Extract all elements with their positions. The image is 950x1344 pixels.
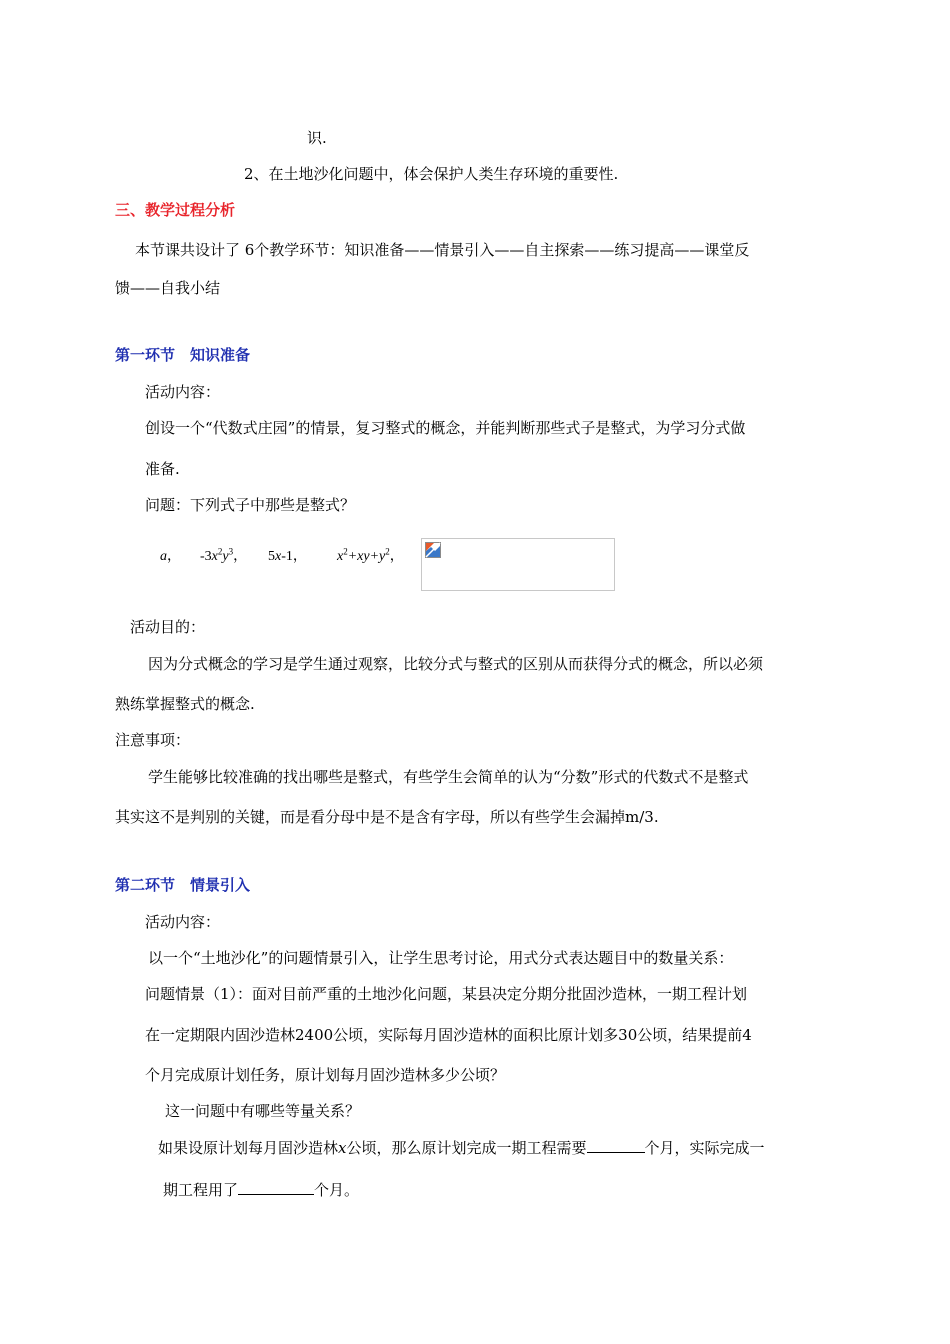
answer-blank[interactable]: [587, 1138, 645, 1153]
text-line: 因为分式概念的学习是学生通过观察，比较分式与整式的区别从而获得分式的概念，所以必须: [148, 655, 764, 673]
text-line: 活动内容：: [145, 383, 221, 401]
math-expression: 5x-1，: [268, 549, 307, 564]
text-line: 活动内容：: [145, 913, 221, 931]
broken-image-icon: [425, 542, 441, 558]
math-expression: $-3x^2y^3$，: [200, 546, 248, 564]
text-line: 期工程用了 个月。: [163, 1181, 360, 1199]
text-line: 在一定期限内固沙造林2400公顷，实际每月固沙造林的面积比原计划多30公顷，结果提前4: [145, 1026, 752, 1044]
text-line: 问题：下列式子中那些是整式？: [145, 496, 356, 514]
text-line: 准备.: [145, 460, 180, 478]
subsection-heading: 第一环节 知识准备: [115, 346, 251, 364]
text-line: 个月完成原计划任务，原计划每月固沙造林多少公顷？: [145, 1066, 506, 1084]
text-line: 熟练掌握整式的概念.: [115, 695, 255, 713]
text-line: 学生能够比较准确的找出哪些是整式，有些学生会简单的认为“分数”形式的代数式不是整式: [148, 768, 749, 786]
text-line: 其实这不是判别的关键，而是看分母中是不是含有字母，所以有些学生会漏掉m/3.: [115, 808, 659, 826]
text-line: 本节课共设计了 6个教学环节：知识准备——情景引入——自主探索——练习提高——课堂反: [135, 241, 750, 259]
text-line: 以一个“土地沙化”的问题情景引入，让学生思考讨论，用式分式表达题目中的数量关系：: [148, 949, 734, 967]
section-heading: 三、教学过程分析: [115, 201, 236, 219]
answer-blank[interactable]: [238, 1180, 314, 1195]
text-line: 识.: [307, 129, 327, 147]
text-line: 这一问题中有哪些等量关系？: [165, 1102, 361, 1120]
text-line: 创设一个“代数式庄园”的情景，复习整式的概念，并能判断那些式子是整式，为学习分式做: [145, 419, 746, 437]
text-line: 2、在土地沙化问题中，体会保护人类生存环境的重要性.: [244, 165, 619, 183]
image-placeholder: [421, 538, 615, 591]
math-expression: a，: [160, 549, 181, 564]
math-expression: $x^2+xy+y^2$，: [337, 546, 404, 564]
text-line: 如果设原计划每月固沙造林x公顷，那么原计划完成一期工程需要 个月，实际完成一: [158, 1139, 765, 1157]
text-line: 活动目的：: [130, 618, 206, 636]
subsection-heading: 第二环节 情景引入: [115, 876, 251, 894]
text-line: 注意事项：: [115, 731, 191, 749]
text-line: 问题情景（1）：面对目前严重的土地沙化问题，某县决定分期分批固沙造林，一期工程计划: [145, 985, 748, 1003]
text-line: 馈——自我小结: [115, 279, 221, 297]
